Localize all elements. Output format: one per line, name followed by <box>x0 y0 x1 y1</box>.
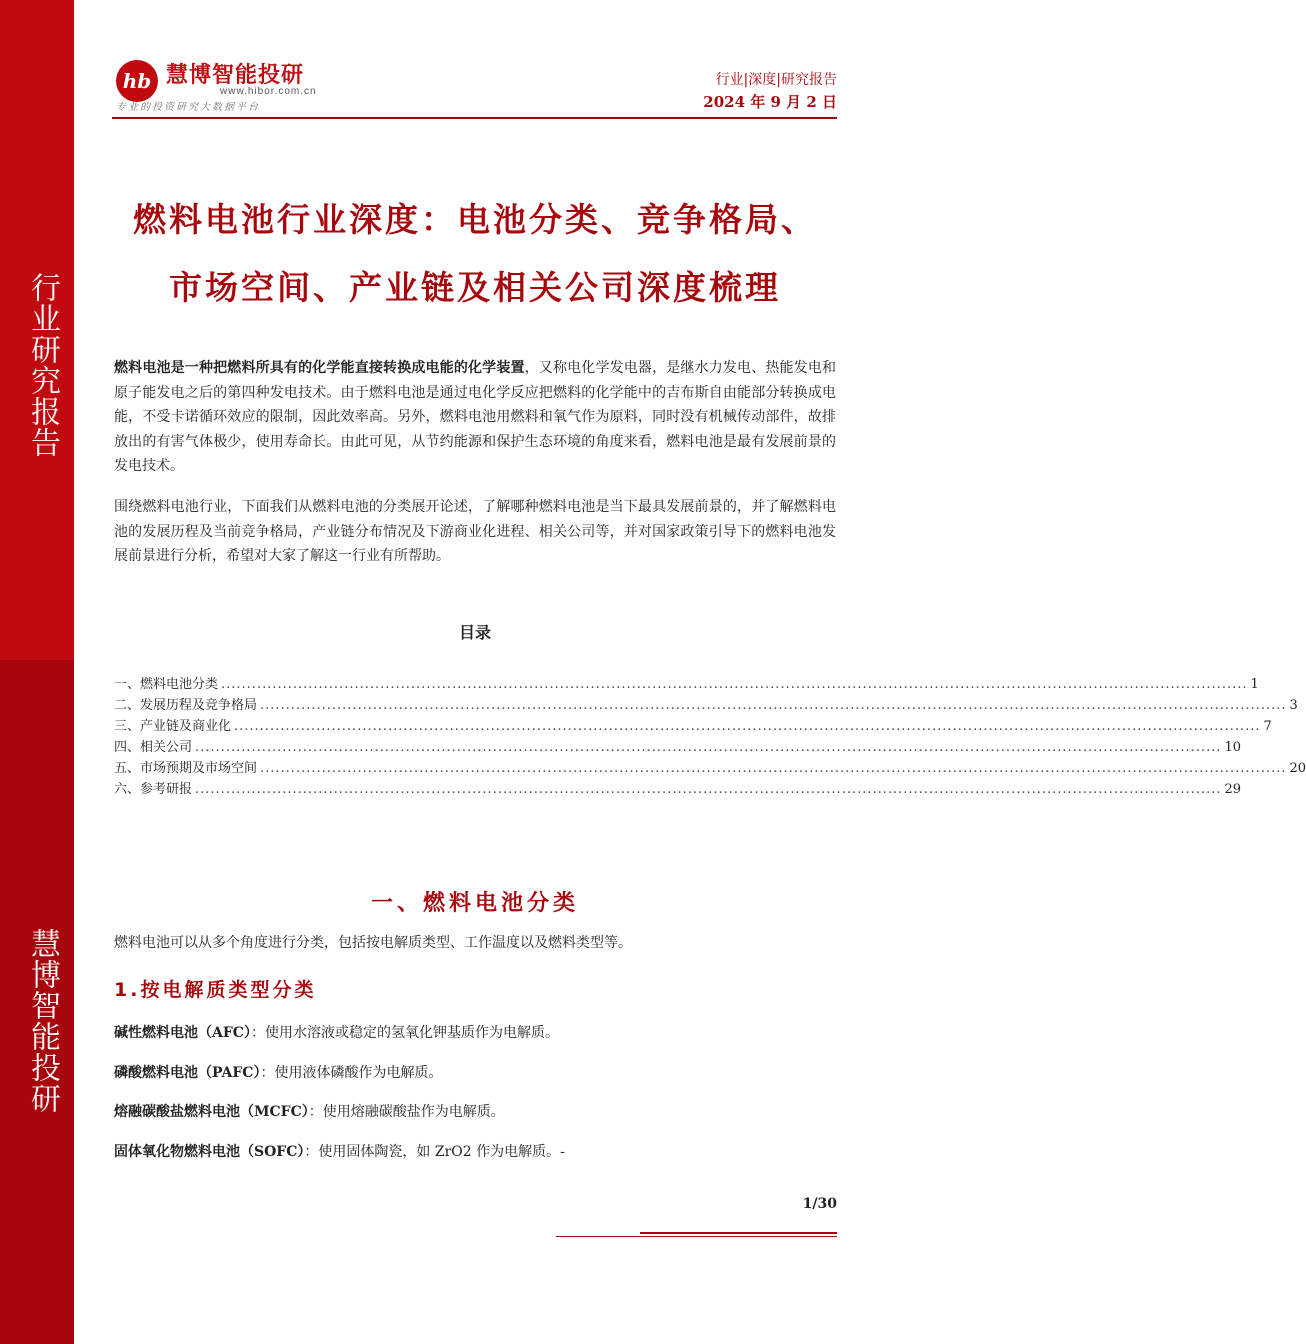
intro-paragraph-2: 围绕燃料电池行业，下面我们从燃料电池的分类展开论述，了解哪种燃料电池是当下最具发展前景的，并了解燃料电池的发展历程及当前竞争格局，产业链分布情况及下游商业化进程、相关公司等，并对国家政策引导下的燃料电池发展前景进行分析，希望对大家了解这一行业有所帮助。 <box>114 499 836 564</box>
toc-entry-label: 五、市场预期及市场空间 <box>114 761 258 776</box>
title-line-2: 市场空间、产业链及相关公司深度梳理 <box>169 268 781 307</box>
list-item <box>114 1141 565 1161</box>
sidebar <box>0 0 74 1344</box>
toc-leader-dots: ........................................................................................................................................................................................................ <box>221 677 1248 692</box>
item-desc: ：使用水溶液或稳定的氢氧化钾基质作为电解质。 <box>250 1025 559 1041</box>
toc-entry[interactable] <box>114 673 1259 694</box>
toc-entry[interactable] <box>114 736 1242 757</box>
logo-name: 慧博智能投研 <box>166 63 305 88</box>
subsection-heading: 1.按电解质类型分类 <box>114 979 317 1001</box>
toc-entry[interactable] <box>114 757 1306 778</box>
intro-paragraph-1-text: ，又称电化学发电器，是继水力发电、热能发电和原子能发电之后的第四种发电技术。由于燃料电池是通过电化学反应把燃料的化学能中的吉布斯自由能部分转换成电能，不受卡诺循环效应的限制，因此效率高。另外，燃料电池用燃料和氧气作为原料，同时没有机械传动部件，故排放出的有害气体极少，使用寿命长。由此可见，从节约能源和保护生态环境的角度来看，燃料电池是最有发展前景的发电技术。 <box>114 360 836 474</box>
toc-entry-page: 20 <box>1289 761 1306 776</box>
toc-title: 目录 <box>458 623 491 642</box>
toc-entry[interactable] <box>114 778 1242 799</box>
toc-entry[interactable] <box>114 715 1272 736</box>
sidebar-report-type: 行业研究报告 <box>25 272 60 458</box>
toc-leader-dots: ........................................................................................................................................................................................................ <box>260 698 1287 713</box>
report-title <box>80 186 870 322</box>
table-of-contents <box>114 673 1306 799</box>
item-name: 碱性燃料电池（AFC） <box>114 1025 251 1041</box>
list-item <box>114 1022 559 1042</box>
logo[interactable] <box>112 54 362 114</box>
sidebar-brand: 慧博智能投研 <box>25 928 60 1114</box>
section-heading: 一、燃料电池分类 <box>370 891 579 916</box>
list-item <box>114 1101 505 1121</box>
header-date: 2024 年 9 月 2 日 <box>703 93 837 111</box>
logo-url: www.hibor.com.cn <box>220 86 317 97</box>
toc-leader-dots: ........................................................................................................................................................................................................ <box>260 761 1287 776</box>
item-name: 磷酸燃料电池（PAFC） <box>114 1065 261 1081</box>
toc-entry-page: 7 <box>1263 719 1272 734</box>
toc-leader-dots: ........................................................................................................................................................................................................ <box>195 740 1222 755</box>
toc-entry[interactable] <box>114 694 1298 715</box>
section-intro: 燃料电池可以从多个角度进行分类，包括按电解质类型、工作温度以及燃料类型等。 <box>114 935 632 951</box>
toc-entry-label: 一、燃料电池分类 <box>114 677 219 692</box>
toc-entry-page: 3 <box>1289 698 1298 713</box>
toc-entry-label: 六、参考研报 <box>114 782 193 797</box>
toc-leader-dots: ........................................................................................................................................................................................................ <box>195 782 1222 797</box>
header-divider <box>112 117 837 119</box>
toc-entry-label: 三、产业链及商业化 <box>114 719 232 734</box>
toc-entry-page: 1 <box>1250 677 1259 692</box>
item-desc: ：使用固体陶瓷，如 ZrO2 作为电解质。- <box>304 1144 565 1160</box>
toc-entry-page: 10 <box>1224 740 1242 755</box>
intro-paragraph-1 <box>114 356 836 479</box>
item-desc: ：使用液体磷酸作为电解质。 <box>260 1065 443 1081</box>
item-name: 熔融碳酸盐燃料电池（MCFC） <box>114 1104 309 1120</box>
footer-rule-thin <box>556 1236 837 1237</box>
toc-entry-page: 29 <box>1224 782 1242 797</box>
toc-entry-label: 四、相关公司 <box>114 740 193 755</box>
footer-rule <box>640 1232 837 1234</box>
page-number: 1/30 <box>802 1196 837 1212</box>
intro-highlight: 燃料电池是一种把燃料所具有的化学能直接转换成电能的化学装置 <box>114 360 525 376</box>
logo-badge-icon: hb <box>116 60 158 102</box>
title-line-1: 燃料电池行业深度：电池分类、竞争格局、 <box>133 200 817 239</box>
item-desc: ：使用熔融碳酸盐作为电解质。 <box>308 1104 505 1120</box>
list-item <box>114 1062 442 1082</box>
item-name: 固体氧化物燃料电池（SOFC） <box>114 1144 305 1160</box>
logo-slogan: 专业的投资研究大数据平台 <box>116 102 260 113</box>
header-tags: 行业|深度|研究报告 <box>715 72 837 88</box>
header-meta <box>703 70 837 114</box>
toc-leader-dots: ........................................................................................................................................................................................................ <box>234 719 1261 734</box>
toc-entry-label: 二、发展历程及竞争格局 <box>114 698 258 713</box>
